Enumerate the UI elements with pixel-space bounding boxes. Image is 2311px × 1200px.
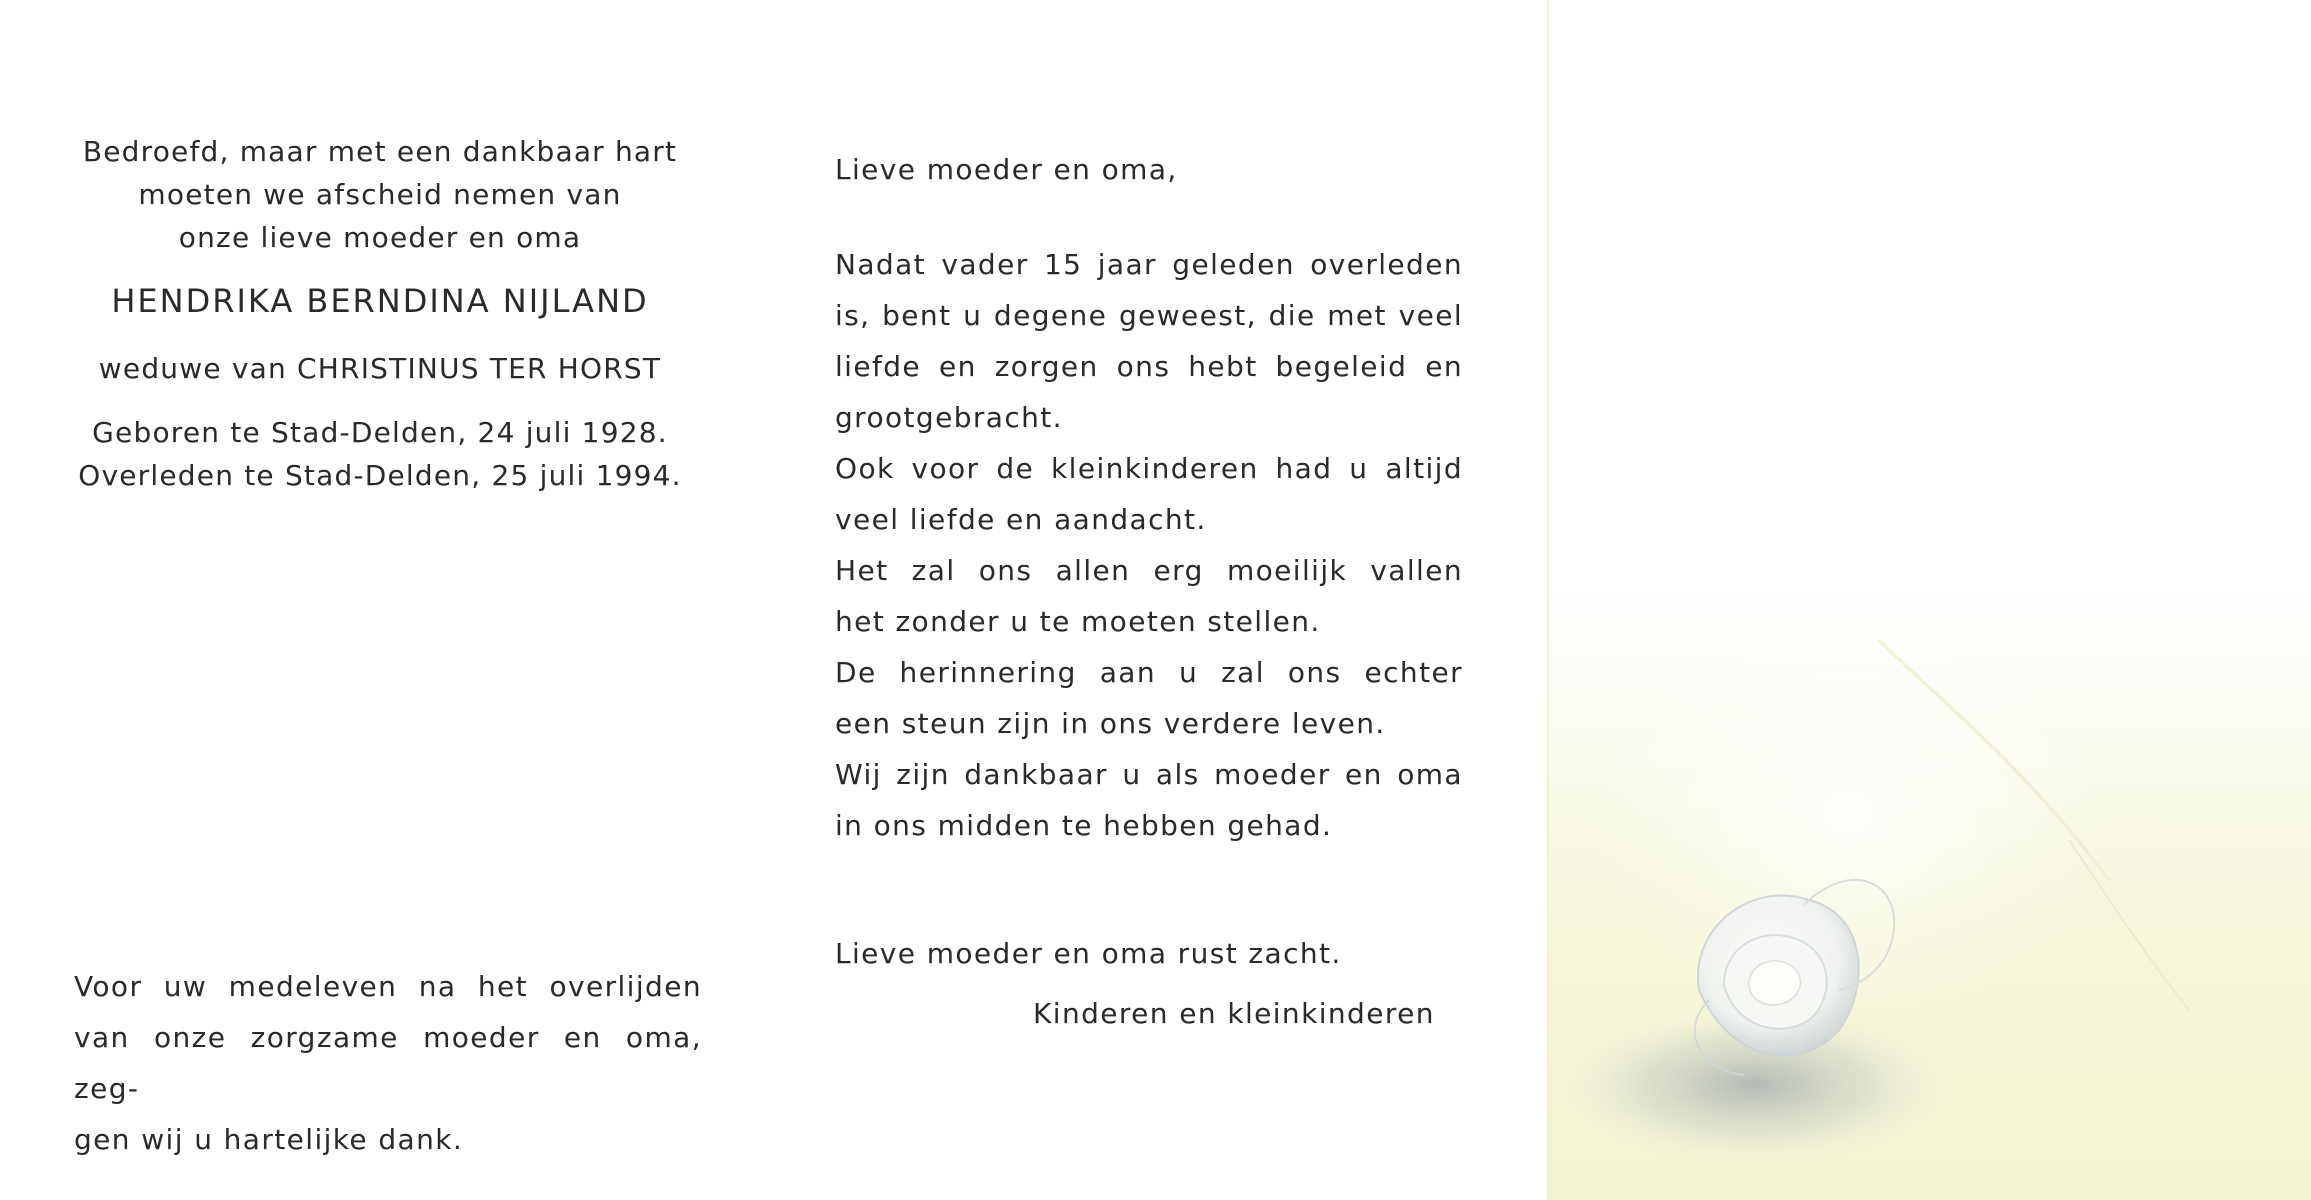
poem-greeting: Lieve moeder en oma, [835, 153, 1178, 186]
widow-line: weduwe van CHRISTINUS TER HORST [98, 352, 662, 385]
intro-line: onze lieve moeder en oma [178, 221, 582, 254]
birth-line: Geboren te Stad-Delden, 24 juli 1928. [92, 416, 668, 449]
intro-line: Bedroefd, maar met een dankbaar hart [82, 135, 678, 168]
thanks-line: Voor uw medeleven na het overlijden [74, 970, 702, 1003]
closing-line: Lieve moeder en oma rust zacht. [835, 937, 1342, 970]
white-rose-photo [1549, 0, 2311, 1200]
poem-line: Wij zijn dankbaar u als moeder en oma [835, 758, 1463, 791]
poem-line: veel liefde en aandacht. [835, 503, 1207, 536]
life-dates [60, 411, 700, 497]
poem-line: De herinnering aan u zal ons echter [835, 656, 1463, 689]
poem-line: liefde en zorgen ons hebt begeleid en [835, 350, 1463, 383]
announcement-block [60, 130, 700, 497]
poem-line: in ons midden te hebben gehad. [835, 809, 1333, 842]
poem-line: het zonder u te moeten stellen. [835, 605, 1321, 638]
rose-photo-panel [1547, 0, 2311, 1200]
poem-line: Het zal ons allen erg moeilijk vallen [835, 554, 1463, 587]
signature-line: Kinderen en kleinkinderen [1033, 997, 1435, 1030]
deceased-name: HENDRIKA BERNDINA NIJLAND [111, 282, 649, 320]
poem-line: Ook voor de kleinkinderen had u altijd [835, 452, 1463, 485]
poem-block [835, 148, 1463, 1036]
thanks-line: gen wij u hartelijke dank. [74, 1123, 464, 1156]
poem-line: een steun zijn in ons verdere leven. [835, 707, 1386, 740]
death-line: Overleden te Stad-Delden, 25 juli 1994. [78, 459, 682, 492]
thanks-line: van onze zorgzame moeder en oma, zeg- [74, 1021, 702, 1105]
poem-line: grootgebracht. [835, 401, 1063, 434]
thanks-block [74, 961, 702, 1165]
poem-line: is, bent u degene geweest, die met veel [835, 299, 1463, 332]
intro-line: moeten we afscheid nemen van [138, 178, 622, 211]
poem-line: Nadat vader 15 jaar geleden overleden [835, 248, 1463, 281]
